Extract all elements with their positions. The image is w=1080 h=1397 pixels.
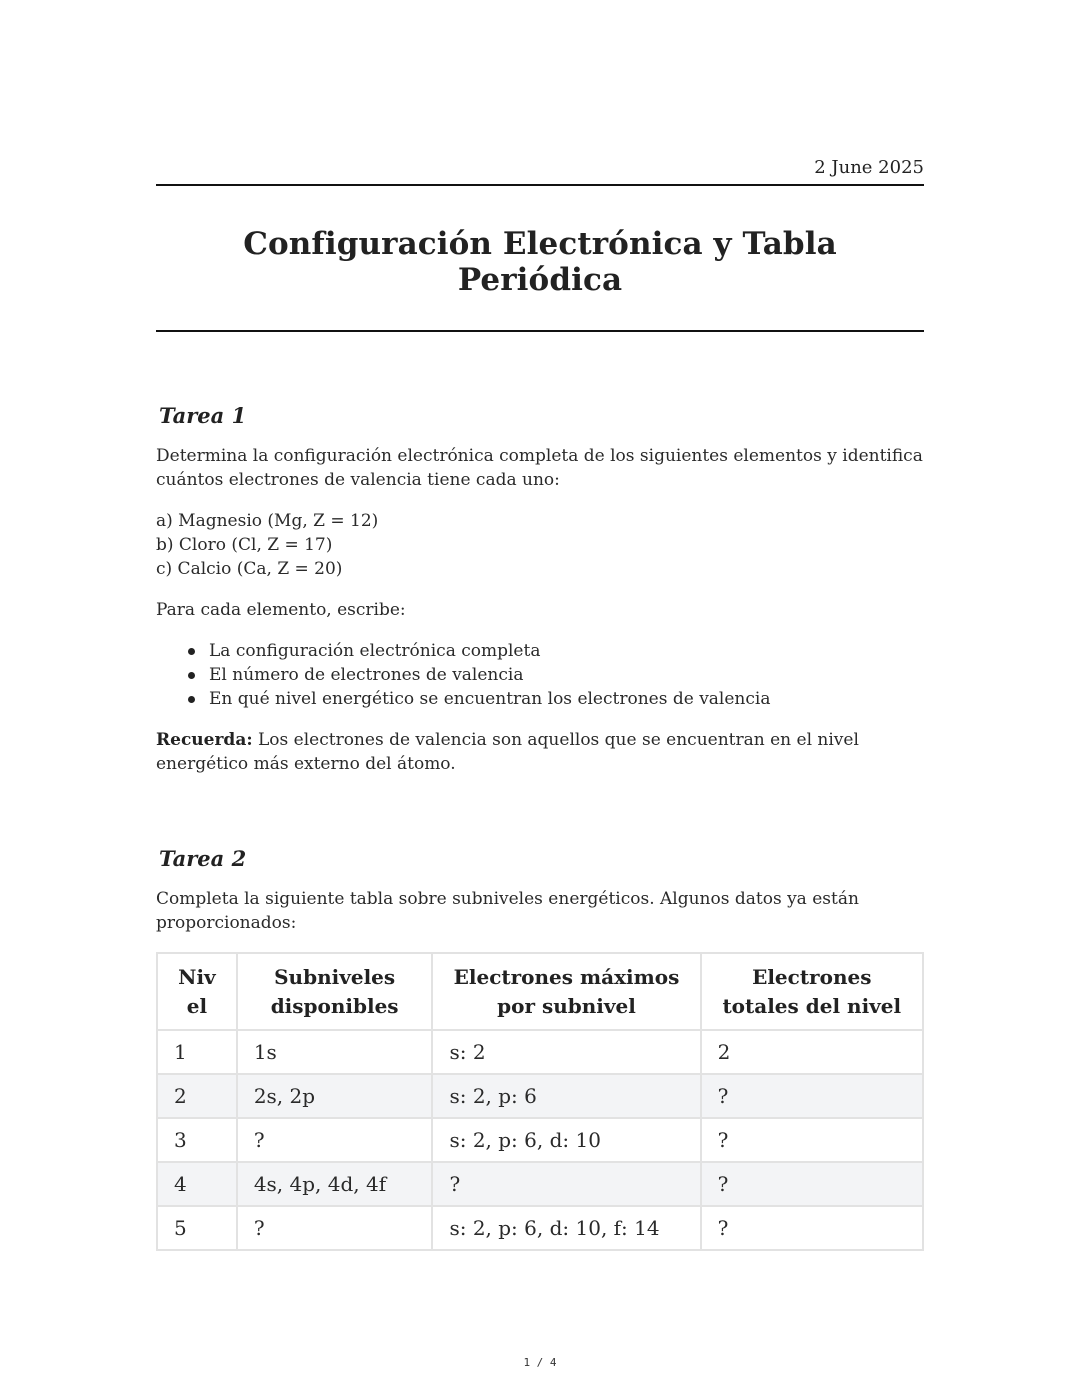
header-top-rule (156, 184, 924, 186)
header-line: el (186, 994, 208, 1018)
element-list (156, 509, 924, 581)
cell-electrones-maximos: s: 2, p: 6 (432, 1074, 700, 1118)
cell-electrones-totales: 2 (701, 1030, 923, 1074)
table-row (157, 1074, 923, 1118)
header-line: Electrones (752, 965, 872, 989)
task-2-intro: Completa la siguiente tabla sobre subniveles energéticos. Algunos datos ya están proporcionados: (156, 889, 859, 933)
reminder-note (156, 728, 924, 776)
header-line: Niv (178, 965, 216, 989)
cell-subniveles: ? (237, 1206, 433, 1250)
reminder-label: Recuerda: (156, 730, 253, 750)
instruction-bullet-list (156, 639, 924, 711)
cell-subniveles: ? (237, 1118, 433, 1162)
document-date: 2 June 2025 (814, 157, 924, 178)
cell-electrones-totales: ? (701, 1118, 923, 1162)
cell-electrones-totales: ? (701, 1162, 923, 1206)
cell-nivel: 2 (157, 1074, 237, 1118)
cell-nivel: 1 (157, 1030, 237, 1074)
energy-levels-table (156, 952, 924, 1251)
cell-electrones-maximos: ? (432, 1162, 700, 1206)
table-row (157, 1118, 923, 1162)
element-item: b) Cloro (Cl, Z = 17) (156, 535, 333, 555)
cell-electrones-maximos: s: 2 (432, 1030, 700, 1074)
cell-electrones-maximos: s: 2, p: 6, d: 10 (432, 1118, 700, 1162)
element-item: a) Magnesio (Mg, Z = 12) (156, 511, 379, 531)
table-row (157, 1030, 923, 1074)
header-line: Electrones máximos (453, 965, 680, 989)
header-electrones-totales (701, 953, 923, 1030)
task-2-heading: Tarea 2 (159, 846, 247, 871)
header-line: Subniveles (274, 965, 396, 989)
task-1-instruction: Para cada elemento, escribe: (156, 600, 406, 620)
header-subniveles (237, 953, 433, 1030)
header-electrones-maximos (432, 953, 700, 1030)
element-item: c) Calcio (Ca, Z = 20) (156, 559, 343, 579)
bullet-item: En qué nivel energético se encuentran los electrones de valencia (209, 687, 924, 711)
header-line: disponibles (270, 994, 399, 1018)
task-2-section (156, 847, 924, 1251)
cell-electrones-totales: ? (701, 1074, 923, 1118)
cell-nivel: 5 (157, 1206, 237, 1250)
bullet-item: La configuración electrónica completa (209, 639, 924, 663)
header-line: totales del nivel (722, 994, 902, 1018)
header-bottom-rule (156, 330, 924, 332)
page-title: Configuración Electrónica y Tabla Periódica (243, 226, 837, 298)
cell-nivel: 3 (157, 1118, 237, 1162)
task-1-section (156, 404, 924, 793)
cell-electrones-totales: ? (701, 1206, 923, 1250)
table-row (157, 1162, 923, 1206)
bullet-item: El número de electrones de valencia (209, 663, 924, 687)
cell-nivel: 4 (157, 1162, 237, 1206)
reminder-text: Los electrones de valencia son aquellos que se encuentran en el nivel energético más externo del átomo. (156, 730, 859, 774)
task-1-heading: Tarea 1 (159, 403, 247, 428)
table-header-row (157, 953, 923, 1030)
page-number: 1 / 4 (523, 1356, 557, 1369)
header-nivel (157, 953, 237, 1030)
cell-subniveles: 1s (237, 1030, 433, 1074)
cell-electrones-maximos: s: 2, p: 6, d: 10, f: 14 (432, 1206, 700, 1250)
cell-subniveles: 4s, 4p, 4d, 4f (237, 1162, 433, 1206)
cell-subniveles: 2s, 2p (237, 1074, 433, 1118)
task-1-intro: Determina la configuración electrónica completa de los siguientes elementos y identifica cuántos electrones de valencia tiene cada uno: (156, 446, 923, 490)
header-line: por subnivel (497, 994, 636, 1018)
table-row (157, 1206, 923, 1250)
